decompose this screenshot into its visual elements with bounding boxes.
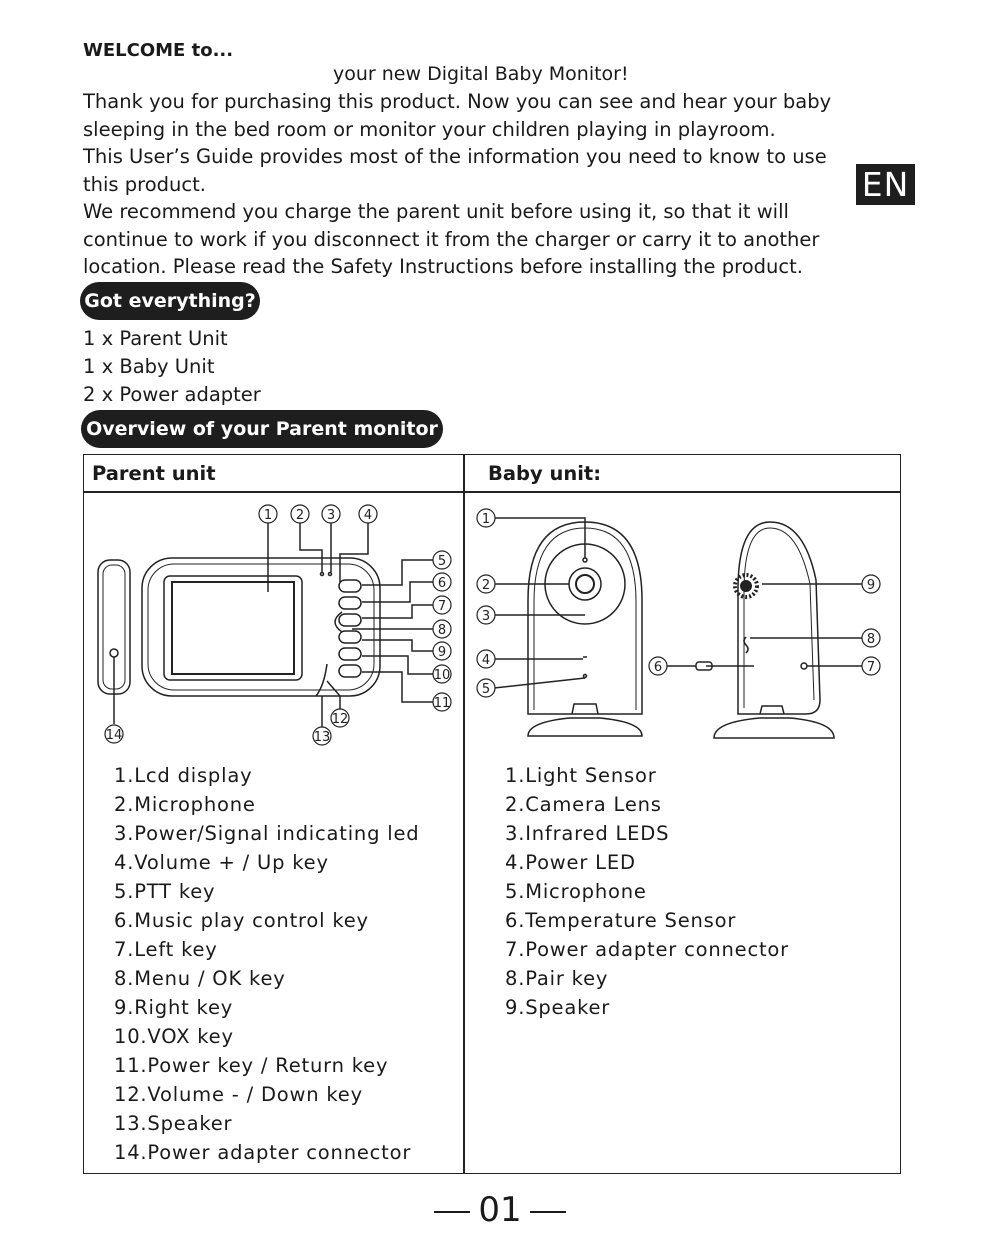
list-item: 6.Temperature Sensor [505,909,737,932]
callout-5: 5 [481,682,491,697]
language-badge: EN [856,164,915,205]
page-number-text: 01 [478,1190,522,1230]
list-item: 1 x Parent Unit [83,327,228,350]
callout-2: 2 [481,578,491,593]
list-item: 8.Menu / OK key [114,967,286,990]
callout-3: 3 [481,609,491,624]
list-item: 5.PTT key [114,880,216,903]
list-item: 7.Left key [114,938,218,961]
list-item: 6.Music play control key [114,909,369,932]
callout-12: 12 [331,712,349,727]
overview-heading: Overview of your Parent monitor [81,410,443,448]
list-item: 8.Pair key [505,967,609,990]
list-item: 7.Power adapter connector [505,938,789,961]
callout-13: 13 [313,730,331,745]
intro-paragraph: Thank you for purchasing this product. Now you can see and hear your baby sleeping in the bed room or monitor your children playing in playroom. [83,90,832,141]
welcome-heading: WELCOME to... [83,40,234,61]
callout-6: 6 [653,660,663,675]
callout-11: 11 [433,696,451,711]
package-contents-list [83,325,261,409]
callout-3: 3 [326,508,336,523]
list-item: 4.Volume + / Up key [114,851,329,874]
list-item: 1.Lcd display [114,764,253,787]
callout-8: 8 [437,623,447,638]
callout-2: 2 [295,508,305,523]
list-item: 1.Light Sensor [505,764,657,787]
parent-unit-parts-list [114,761,419,1167]
list-item: 9.Right key [114,996,234,1019]
intro-text [83,88,863,281]
callout-4: 4 [481,653,491,668]
list-item: 5.Microphone [505,880,647,903]
list-item: 2 x Power adapter [83,383,261,406]
table-column-divider [463,454,465,1174]
callout-10: 10 [433,668,451,683]
callout-9: 9 [437,645,447,660]
dash-right [530,1211,566,1213]
list-item: 3.Power/Signal indicating led [114,822,420,845]
list-item: 9.Speaker [505,996,611,1019]
list-item: 13.Speaker [114,1112,233,1135]
callout-8: 8 [866,632,876,647]
page-number [0,1190,1000,1230]
callout-6: 6 [437,576,447,591]
welcome-subheading: your new Digital Baby Monitor! [333,63,629,85]
list-item: 10.VOX key [114,1025,234,1048]
parent-unit-header: Parent unit [92,462,216,485]
callout-5: 5 [437,554,447,569]
dash-left [434,1211,470,1213]
list-item: 3.Infrared LEDS [505,822,670,845]
parent-unit-diagram [90,496,460,752]
list-item: 12.Volume - / Down key [114,1083,363,1106]
list-item: 2.Camera Lens [505,793,662,816]
got-everything-heading: Got everything? [80,282,260,320]
callout-7: 7 [866,660,876,675]
callout-1: 1 [263,508,273,523]
intro-paragraph: We recommend you charge the parent unit before using it, so that it will continue to work if you disconnect it from the charger or carry it to another location. Please read the Safety Instructions before installing the product. [83,200,820,278]
list-item: 4.Power LED [505,851,636,874]
callout-14: 14 [105,728,123,743]
baby-unit-diagram [470,500,890,750]
list-item: 2.Microphone [114,793,256,816]
list-item: 11.Power key / Return key [114,1054,389,1077]
list-item: 14.Power adapter connector [114,1141,412,1164]
baby-unit-header: Baby unit: [488,462,602,485]
callout-9: 9 [866,578,876,593]
callout-7: 7 [437,599,447,614]
intro-paragraph: This User’s Guide provides most of the information you need to know to use this product. [83,145,827,196]
table-header-divider [83,491,901,493]
baby-unit-parts-list [505,761,789,1022]
list-item: 1 x Baby Unit [83,355,215,378]
callout-4: 4 [363,508,373,523]
callout-1: 1 [481,512,491,527]
